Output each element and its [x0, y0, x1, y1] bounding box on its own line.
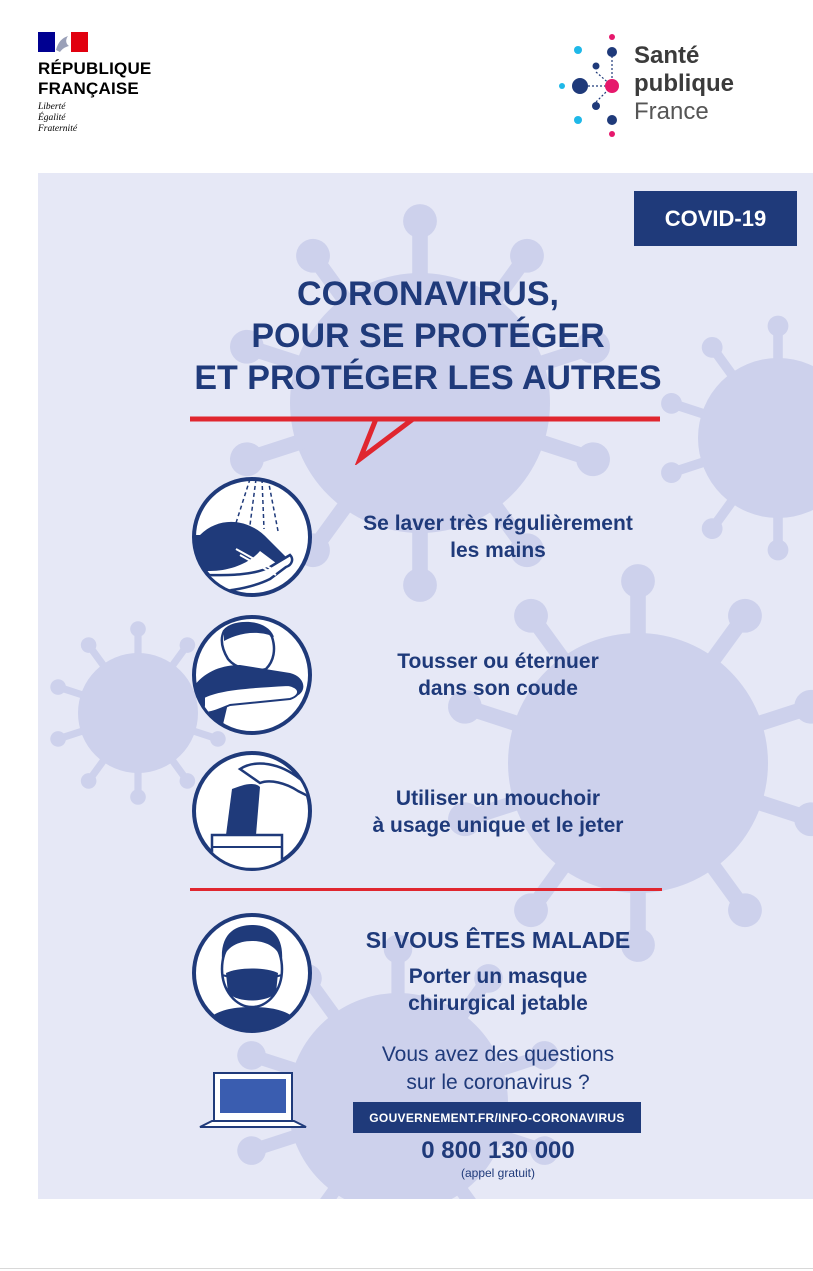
spf-line2: publique — [634, 70, 734, 97]
advice-mask: Porter un masque chirurgical jetable — [408, 965, 588, 1015]
questions-text: Vous avez des questions sur le coronavirus ? — [381, 1043, 615, 1094]
advice-hand-washing: Se laver très régulièrement les mains — [363, 512, 633, 562]
republique-line2: FRANÇAISE — [38, 79, 139, 98]
covid-19-badge: COVID-19 — [634, 191, 797, 246]
marianne-flag-icon — [38, 32, 88, 52]
laptop-icon — [198, 1071, 308, 1131]
republique-line1: RÉPUBLIQUE — [38, 59, 152, 78]
advice-tissue: Utiliser un mouchoir à usage unique et le jeter — [372, 787, 624, 837]
spf-line3: France — [634, 98, 709, 125]
sante-publique-france-logo — [556, 30, 756, 140]
cough-elbow-icon — [190, 613, 314, 737]
spf-line1: Santé — [634, 42, 700, 69]
speech-bubble-rule — [188, 415, 668, 465]
republique-motto: Liberté Égalité Fraternité — [38, 102, 78, 134]
info-url[interactable]: GOUVERNEMENT.FR/INFO-CORONAVIRUS — [353, 1102, 641, 1133]
headline: CORONAVIRUS, POUR SE PROTÉGER ET PROTÉGER LES AUTRES — [194, 275, 662, 397]
phone-number[interactable]: 0 800 130 000 — [421, 1137, 575, 1164]
advice-cough-elbow: Tousser ou éternuer dans son coude — [397, 650, 599, 700]
sick-title: SI VOUS ÊTES MALADE — [365, 927, 631, 953]
face-mask-icon — [190, 911, 314, 1035]
tissue-box-icon — [190, 749, 314, 873]
page-bottom-divider — [0, 1268, 813, 1269]
molecule-logo-icon — [556, 30, 636, 140]
phone-note: (appel gratuit) — [460, 1166, 536, 1180]
hand-washing-icon — [190, 475, 314, 599]
section-divider — [190, 888, 662, 891]
covid-poster — [38, 173, 813, 1199]
